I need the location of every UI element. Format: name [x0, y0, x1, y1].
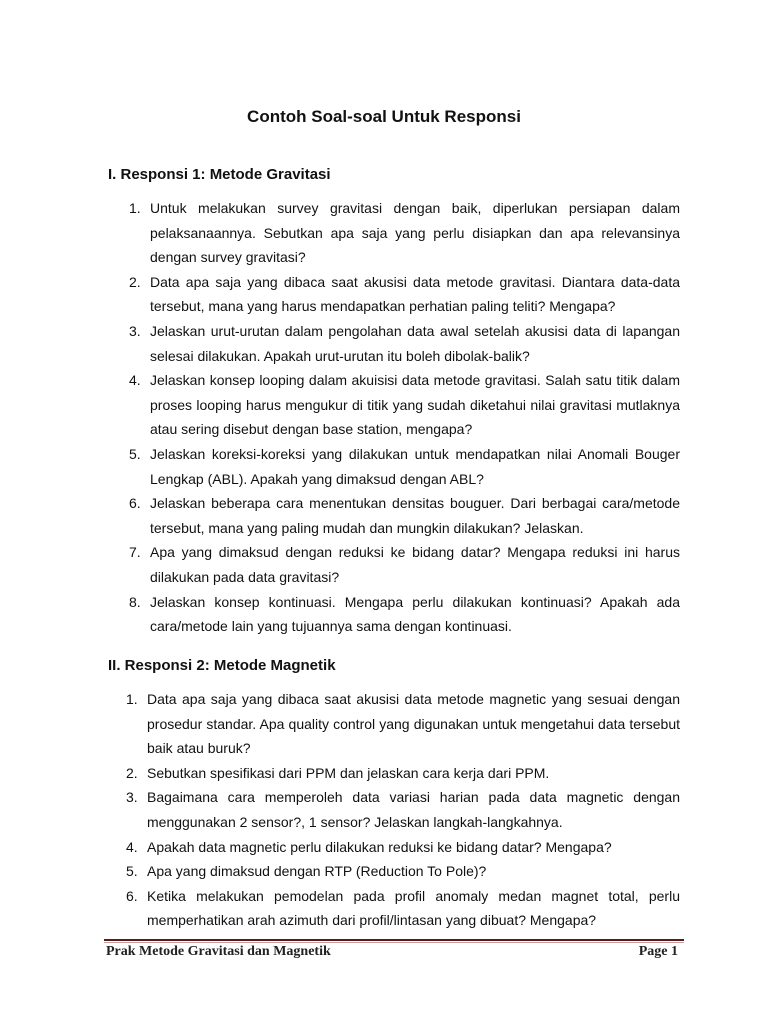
list-item: [116, 590, 680, 639]
item-number: 6.: [126, 887, 138, 904]
list-item: [116, 859, 680, 884]
question-list-magnetik: [116, 687, 680, 933]
item-text: Jelaskan konsep looping dalam akuisisi data metode gravitasi. Salah satu titik dalam proses looping harus mengukur di titik yang sudah diketahui nilai gravitasi mutlaknya atau sering disebut dengan base station, mengapa?: [150, 372, 680, 438]
footer-page-number: Page 1: [638, 944, 678, 959]
item-number: 2.: [129, 273, 141, 290]
list-item: [116, 270, 680, 319]
list-item: [116, 442, 680, 491]
item-number: 4.: [129, 372, 141, 389]
footer-course-title: Prak Metode Gravitasi dan Magnetik: [106, 944, 331, 959]
section-heading-magnetik: II. Responsi 2: Metode Magnetik: [108, 657, 336, 674]
item-number: 3.: [129, 322, 141, 339]
list-item: [116, 835, 680, 860]
item-text: Data apa saja yang dibaca saat akusisi data metode gravitasi. Diantara data-data tersebut, mana yang harus mendapatkan perhatian paling teliti? Mengapa?: [150, 273, 680, 315]
item-number: 5.: [126, 863, 138, 880]
item-number: 4.: [126, 838, 138, 855]
list-item: [116, 368, 680, 442]
item-number: 3.: [126, 789, 138, 806]
item-number: 6.: [129, 495, 141, 512]
item-text: Untuk melakukan survey gravitasi dengan baik, diperlukan persiapan dalam pelaksanaannya. Sebutkan apa saja yang perlu disiapkan dan apa relevansinya dengan survey gravitasi?: [150, 200, 680, 266]
list-item: [116, 761, 680, 786]
list-item: [116, 687, 680, 761]
item-number: 8.: [129, 593, 141, 610]
footer-rule: [104, 939, 684, 941]
item-text: Jelaskan koreksi-koreksi yang dilakukan untuk mendapatkan nilai Anomali Bouger Lengkap (ABL). Apakah yang dimaksud dengan ABL?: [150, 445, 680, 487]
section-heading-gravitasi: I. Responsi 1: Metode Gravitasi: [108, 166, 331, 183]
list-item: [116, 319, 680, 368]
item-text: Data apa saja yang dibaca saat akusisi data metode magnetic yang sesuai dengan prosedur standar. Apa quality control yang digunakan untuk mengetahui data tersebut baik atau buruk?: [147, 691, 680, 757]
list-item: [116, 196, 680, 270]
list-item: [116, 540, 680, 589]
item-number: 5.: [129, 445, 141, 462]
list-item: [116, 491, 680, 540]
page-title: Contoh Soal-soal Untuk Responsi: [247, 107, 521, 126]
item-text: Jelaskan konsep kontinuasi. Mengapa perlu dilakukan kontinuasi? Apakah ada cara/metode lain yang tujuannya sama dengan kontinuasi.: [150, 593, 680, 635]
item-text: Ketika melakukan pemodelan pada profil anomaly medan magnet total, perlu memperhatikan arah azimuth dari profil/lintasan yang dibuat? Mengapa?: [147, 887, 680, 929]
item-text: Bagaimana cara memperoleh data variasi harian pada data magnetic dengan menggunakan 2 sensor?, 1 sensor? Jelaskan langkah-langkahnya.: [147, 789, 680, 830]
item-text: Jelaskan urut-urutan dalam pengolahan data awal setelah akusisi data di lapangan selesai dilakukan. Apakah urut-urutan itu boleh dibolak-balik?: [150, 322, 680, 364]
item-number: 2.: [126, 764, 138, 781]
question-list-gravitasi: [116, 196, 680, 639]
list-item: [116, 884, 680, 933]
item-text: Apa yang dimaksud dengan RTP (Reduction To Pole)?: [147, 863, 487, 880]
item-text: Sebutkan spesifikasi dari PPM dan jelaskan cara kerja dari PPM.: [147, 764, 550, 781]
item-text: Apakah data magnetic perlu dilakukan reduksi ke bidang datar? Mengapa?: [147, 838, 612, 855]
item-text: Jelaskan beberapa cara menentukan densitas bouguer. Dari berbagai cara/metode tersebut, mana yang paling mudah dan mungkin dilakukan? Jelaskan.: [150, 495, 680, 536]
item-number: 7.: [129, 544, 141, 561]
list-item: [116, 785, 680, 834]
item-number: 1.: [129, 200, 141, 216]
item-number: 1.: [126, 691, 138, 707]
footer-rule-thin: [104, 942, 684, 943]
item-text: Apa yang dimaksud dengan reduksi ke bidang datar? Mengapa reduksi ini harus dilakukan pada data gravitasi?: [150, 544, 680, 585]
